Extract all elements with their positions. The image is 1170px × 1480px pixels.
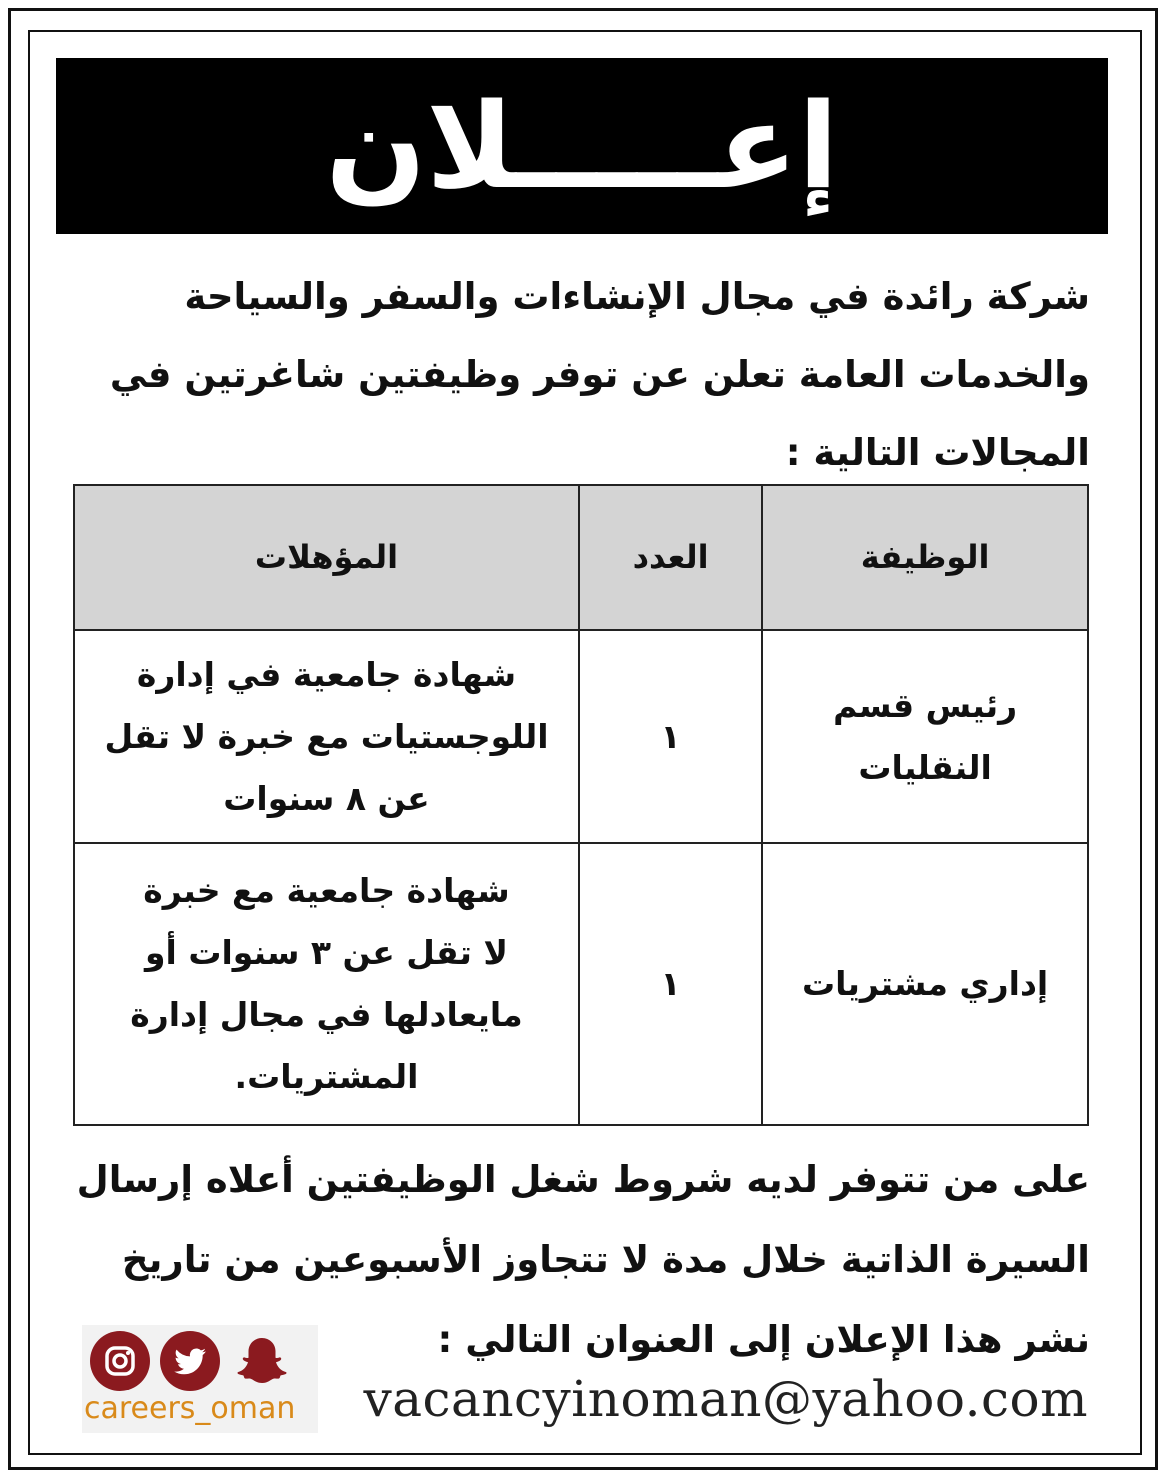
job-title-line: النقليات [858, 747, 992, 787]
qualifications-cell [74, 630, 579, 843]
jobs-table [73, 484, 1089, 1126]
intro-line-3: المجالات التالية : [785, 431, 1090, 474]
table-row [74, 843, 1088, 1125]
social-icons [90, 1331, 294, 1395]
qualification-line: لا تقل عن ٣ سنوات أو [145, 933, 508, 973]
count-cell: ١ [579, 843, 762, 1125]
twitter-icon [160, 1331, 220, 1391]
announcement-title: إعـــــلان [325, 77, 839, 215]
intro-paragraph [60, 258, 1090, 492]
outro-line-1: على من تتوفر لديه شروط شغل الوظيفتين أعلاه إرسال [76, 1158, 1090, 1201]
header-qualifications: المؤهلات [74, 485, 579, 630]
watermark-handle: careers_oman [84, 1391, 296, 1426]
job-cell [762, 630, 1088, 843]
instagram-icon [90, 1331, 150, 1391]
qualification-line: اللوجستيات مع خبرة لا تقل [104, 716, 549, 756]
job-title-line: رئيس قسم [833, 685, 1018, 725]
snapchat-icon [230, 1331, 294, 1395]
header-count: العدد [579, 485, 762, 630]
qualification-line: المشتريات. [234, 1057, 419, 1097]
contact-email[interactable]: vacancyinoman@yahoo.com [363, 1370, 1088, 1428]
job-cell [762, 843, 1088, 1125]
intro-line-2: والخدمات العامة تعلن عن توفر وظيفتين شاغرتين في [109, 353, 1090, 396]
intro-line-1: شركة رائدة في مجال الإنشاءات والسفر والسياحة [184, 275, 1090, 318]
qualification-line: شهادة جامعية في إدارة [136, 654, 517, 694]
qualification-line: مايعادلها في مجال إدارة [130, 995, 523, 1035]
table-header-row [74, 485, 1088, 630]
header-banner [56, 58, 1108, 234]
outro-line-2: السيرة الذاتية خلال مدة لا تتجاوز الأسبوعين من تاريخ [121, 1238, 1090, 1281]
header-job: الوظيفة [762, 485, 1088, 630]
qualifications-cell [74, 843, 579, 1125]
qualification-line: شهادة جامعية مع خبرة [143, 871, 510, 911]
job-title-line: إداري مشتريات [801, 964, 1049, 1004]
watermark-badge [82, 1325, 318, 1433]
count-cell: ١ [579, 630, 762, 843]
table-row [74, 630, 1088, 843]
qualification-line: عن ٨ سنوات [223, 778, 430, 818]
outro-line-3: نشر هذا الإعلان إلى العنوان التالي : [437, 1318, 1090, 1361]
